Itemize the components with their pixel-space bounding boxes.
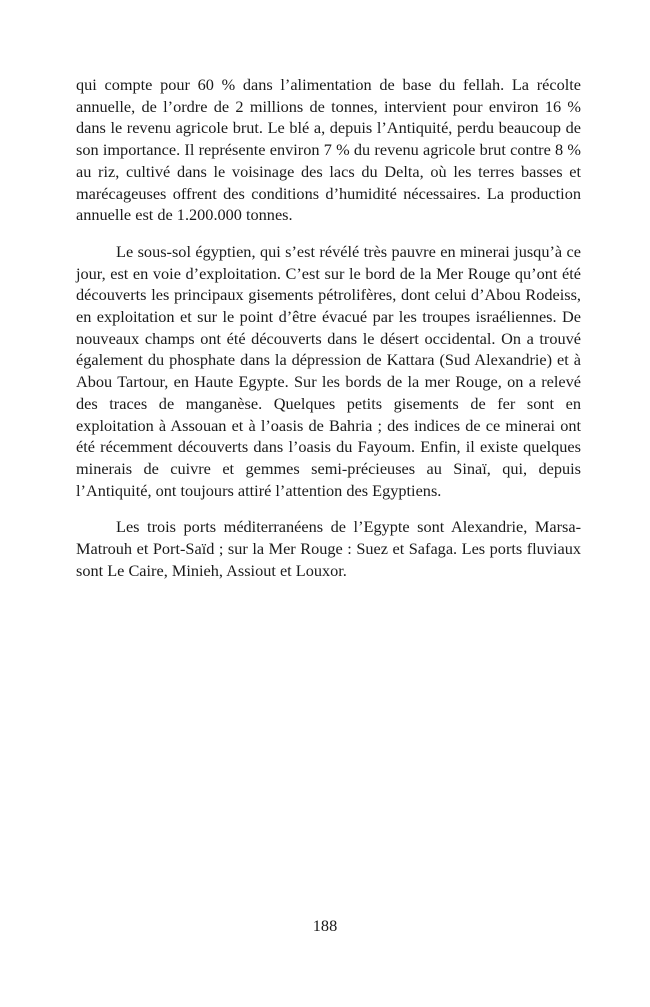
page-body <box>76 74 581 581</box>
paragraph-agriculture: qui compte pour 60 % dans l’alimentation de base du fellah. La récolte annuelle, de l’ordre de 2 millions de tonnes, intervient pour environ 16 % dans le revenu agricole brut. Le blé a, depuis l’Antiquité, perdu beaucoup de son importance. Il représente environ 7 % du revenu agricole brut contre 8 % au riz, cultivé dans le voisinage des lacs du Delta, où les terres basses et marécageuses offrent des conditions d’humidité nécessaires. La production annuelle est de 1.200.000 tonnes. <box>76 75 581 225</box>
paragraph-subsoil: Le sous-sol égyptien, qui s’est révélé très pauvre en minerai jusqu’à ce jour, est en voie d’exploitation. C’est sur le bord de la Mer Rouge qu’ont été découverts les principaux gisements pétrolifères, dont celui d’Abou Rodeiss, en exploitation et sur le point d’être évacué par les troupes israéliennes. De nouveaux champs ont été découverts dans le désert occidental. On a trouvé également du phosphate dans la dépression de Kattara (Sud Alexandrie) et à Abou Tartour, en Haute Egypte. Sur les bords de la mer Rouge, on a relevé des traces de manganèse. Quelques petits gisements de fer sont en exploitation à Assouan et à l’oasis de Bahria ; des indices de ce minerai ont été récemment découverts dans l’oasis du Fayoum. Enfin, il existe quelques minerais de cuivre et gemmes semi-précieuses au Sinaï, qui, depuis l’Antiquité, ont toujours attiré l’attention des Egyptiens. <box>76 241 581 500</box>
page-number: 188 <box>312 916 338 935</box>
paragraph-ports: Les trois ports méditerranéens de l’Egypte sont Alexandrie, Marsa-Matrouh et Port-Saïd ; sur la Mer Rouge : Suez et Safaga. Les ports fluviaux sont Le Caire, Minieh, Assiout et Louxor. <box>76 517 581 580</box>
